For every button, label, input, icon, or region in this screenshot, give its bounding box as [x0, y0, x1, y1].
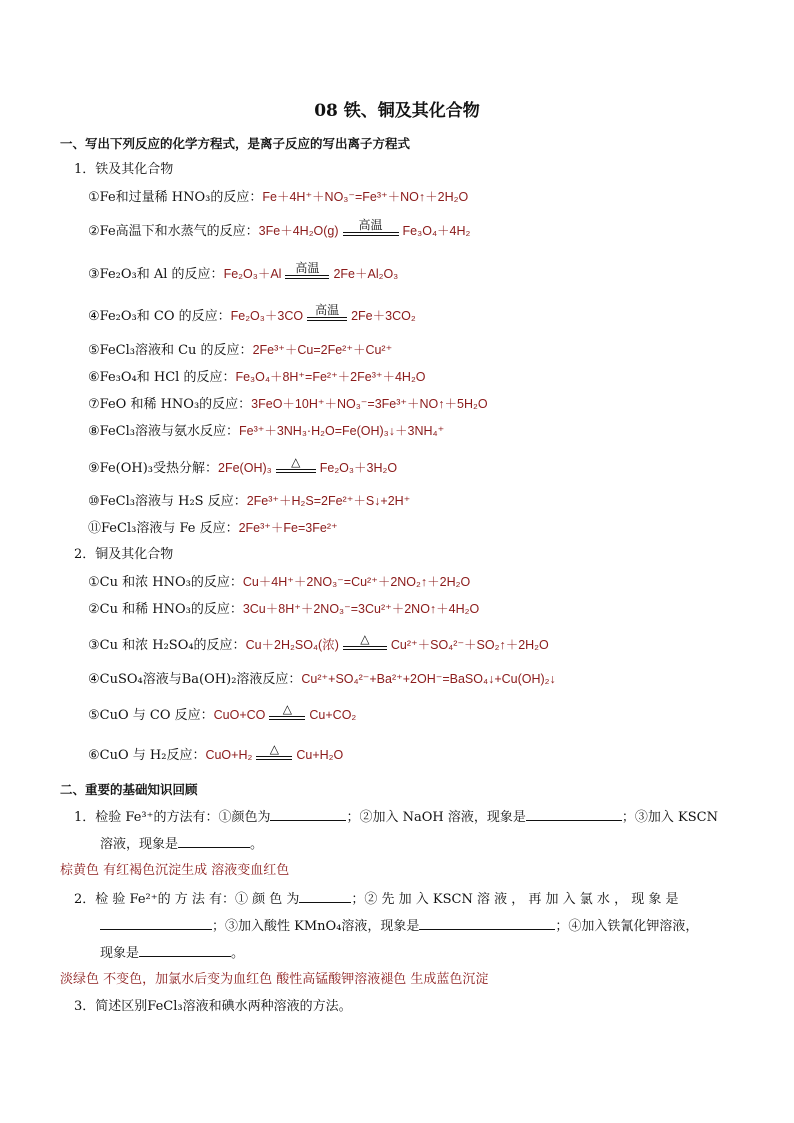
reaction-rhs: 2Fe＋Al₂O₃ [333, 267, 399, 281]
answer-blank[interactable] [100, 917, 212, 930]
section1-heading: 一、写出下列反应的化学方程式，是离子反应的写出离子方程式 [60, 136, 411, 151]
reaction-equation: Fe³⁺＋3NH₃·H₂O=Fe(OH)₃↓＋3NH₄⁺ [238, 424, 445, 438]
reaction-label: ⑧FeCl₃溶液与氨水反应： [88, 424, 239, 439]
reaction-label: ②Fe高温下和水蒸气的反应： [88, 224, 259, 239]
answer-blank[interactable] [299, 890, 351, 903]
iron-reaction-2 [88, 218, 471, 241]
question-text: 。 [231, 946, 245, 961]
question-text: ；② 先 加 入 KSCN 溶 液 ， 再 加 入 氯 水 ， 现 象 是 [351, 892, 679, 907]
condition-text: 高温 [315, 303, 340, 317]
question-text: ；④加入铁氰化钾溶液， [555, 919, 699, 934]
reaction-condition [269, 703, 305, 720]
condition-text: △ [291, 455, 301, 469]
question-text: ；②加入 NaOH 溶液，现象是 [346, 810, 526, 825]
question-2-line-2 [100, 917, 698, 936]
reaction-rhs: Cu+H₂O [296, 748, 344, 762]
reaction-equation: Fe＋4H⁺＋NO₃⁻=Fe³⁺＋NO↑＋2H₂O [262, 190, 469, 204]
reaction-label: ③Fe₂O₃和 Al 的反应： [88, 267, 224, 282]
reaction-label: ③Cu 和浓 H₂SO₄的反应： [88, 638, 246, 653]
subsection-iron: 1．铁及其化合物 [74, 162, 174, 177]
copper-reaction-2 [88, 600, 479, 619]
copper-reaction-1 [88, 573, 470, 592]
answer-blank[interactable] [139, 944, 231, 957]
reaction-label: ①Fe和过量稀 HNO₃的反应： [88, 190, 263, 205]
reaction-rhs: Fe₃O₄＋4H₂ [402, 224, 471, 238]
reaction-equation: Fe₃O₄＋8H⁺=Fe²⁺＋2Fe³⁺＋4H₂O [235, 370, 426, 384]
question-1-line-1 [74, 808, 718, 827]
question-2-line-3 [100, 944, 244, 963]
reaction-equation: Cu²⁺+SO₄²⁻+Ba²⁺+2OH⁻=BaSO₄↓+Cu(OH)₂↓ [301, 672, 556, 686]
reaction-label: ①Cu 和浓 HNO₃的反应： [88, 575, 243, 590]
question-text: ；③加入酸性 KMnO₄溶液，现象是 [212, 919, 420, 934]
reaction-equation: 2Fe³⁺＋H₂S=2Fe²⁺＋S↓+2H⁺ [246, 494, 411, 508]
subsection-copper: 2．铜及其化合物 [74, 547, 174, 562]
question-1-line-2 [100, 835, 263, 854]
question-text: 溶液，现象是 [100, 837, 179, 852]
reaction-label: ④Fe₂O₃和 CO 的反应： [88, 309, 231, 324]
reaction-label: ⑥CuO 与 H₂反应： [88, 748, 206, 763]
reaction-equation: Cu＋4H⁺＋2NO₃⁻=Cu²⁺＋2NO₂↑＋2H₂O [242, 575, 471, 589]
reaction-label: ④CuSO₄溶液与Ba(OH)₂溶液反应： [88, 672, 302, 687]
reaction-label: ⑤CuO 与 CO 反应： [88, 708, 214, 723]
reaction-lhs: CuO+CO [213, 708, 266, 722]
iron-reaction-8 [88, 422, 444, 441]
reaction-equation: 3FeO＋10H⁺＋NO₃⁻=3Fe³⁺＋NO↑＋5H₂O [251, 397, 488, 411]
reaction-condition [343, 219, 399, 236]
reaction-condition [285, 262, 329, 279]
reaction-lhs: 2Fe(OH)₃ [218, 461, 272, 475]
reaction-label: ②Cu 和稀 HNO₃的反应： [88, 602, 243, 617]
condition-text: 高温 [295, 261, 320, 275]
reaction-label: ⑪FeCl₃溶液与 Fe 反应： [88, 521, 239, 536]
reaction-condition [276, 456, 316, 473]
equals-line [285, 275, 329, 279]
iron-reaction-3 [88, 261, 399, 284]
question-1-answer: 棕黄色 有红褐色沉淀生成 溶液变血红色 [60, 863, 290, 878]
answer-blank[interactable] [178, 835, 250, 848]
page-title: 08 铁、铜及其化合物 [314, 101, 480, 121]
reaction-condition [256, 743, 292, 760]
condition-text: △ [360, 632, 370, 646]
condition-text: 高温 [358, 218, 383, 232]
reaction-label: ⑦FeO 和稀 HNO₃的反应： [88, 397, 252, 412]
copper-reaction-3 [88, 632, 549, 655]
equals-line [256, 756, 292, 760]
answer-blank[interactable] [270, 808, 346, 821]
iron-reaction-6 [88, 368, 426, 387]
condition-text: △ [282, 702, 293, 716]
iron-reaction-1 [88, 188, 468, 207]
reaction-equation: 3Cu＋8H⁺＋2NO₃⁻=3Cu²⁺＋2NO↑＋4H₂O [242, 602, 480, 616]
section2-heading: 二、重要的基础知识回顾 [60, 782, 198, 797]
reaction-rhs: Cu²⁺＋SO₄²⁻＋SO₂↑＋2H₂O [390, 638, 549, 652]
question-3: 3．简述区别FeCl₃溶液和碘水两种溶液的方法。 [74, 999, 352, 1014]
iron-reaction-9 [88, 455, 398, 478]
reaction-label: ⑩FeCl₃溶液与 H₂S 反应： [88, 494, 247, 509]
iron-reaction-11 [88, 519, 338, 538]
reaction-label: ⑥Fe₃O₄和 HCl 的反应： [88, 370, 236, 385]
reaction-equation: 2Fe³⁺＋Cu=2Fe²⁺＋Cu²⁺ [252, 343, 393, 357]
question-text: 现象是 [100, 946, 140, 961]
equals-line [276, 469, 316, 473]
iron-reaction-4 [88, 303, 416, 326]
answer-blank[interactable] [419, 917, 555, 930]
copper-reaction-4 [88, 670, 556, 689]
reaction-lhs: CuO+H₂ [205, 748, 253, 762]
reaction-rhs: Fe₂O₃＋3H₂O [319, 461, 398, 475]
reaction-rhs: Cu+CO₂ [309, 708, 357, 722]
question-2-answer: 淡绿色 不变色，加氯水后变为血红色 酸性高锰酸钾溶液褪色 生成蓝色沉淀 [60, 972, 489, 987]
question-text: 2．检 验 Fe²⁺的 方 法 有：① 颜 色 为 [74, 892, 300, 907]
equals-line [343, 646, 387, 650]
reaction-lhs: Fe₂O₃＋3CO [230, 309, 304, 323]
equals-line [307, 317, 347, 321]
question-2-line-1 [74, 890, 678, 909]
condition-text: △ [269, 742, 279, 756]
equals-line [343, 232, 399, 236]
iron-reaction-10 [88, 492, 410, 511]
reaction-lhs: Fe₂O₃＋Al [223, 267, 282, 281]
reaction-label: ⑤FeCl₃溶液和 Cu 的反应： [88, 343, 253, 358]
iron-reaction-5 [88, 341, 392, 360]
reaction-condition [343, 633, 387, 650]
question-text: 。 [250, 837, 264, 852]
reaction-rhs: 2Fe＋3CO₂ [351, 309, 416, 323]
reaction-label: ⑨Fe(OH)₃受热分解： [88, 461, 219, 476]
reaction-lhs: Cu＋2H₂SO₄(浓) [245, 638, 339, 652]
question-text: ；③加入 KSCN [621, 810, 718, 825]
copper-reaction-6 [88, 742, 344, 765]
reaction-lhs: 3Fe＋4H₂O(g) [258, 224, 339, 238]
reaction-equation: 2Fe³⁺＋Fe=3Fe²⁺ [238, 521, 338, 535]
copper-reaction-5 [88, 702, 357, 725]
reaction-condition [307, 304, 347, 321]
answer-blank[interactable] [526, 808, 622, 821]
equals-line [269, 716, 305, 720]
question-text: 1．检验 Fe³⁺的方法有：①颜色为 [74, 810, 271, 825]
iron-reaction-7 [88, 395, 488, 414]
